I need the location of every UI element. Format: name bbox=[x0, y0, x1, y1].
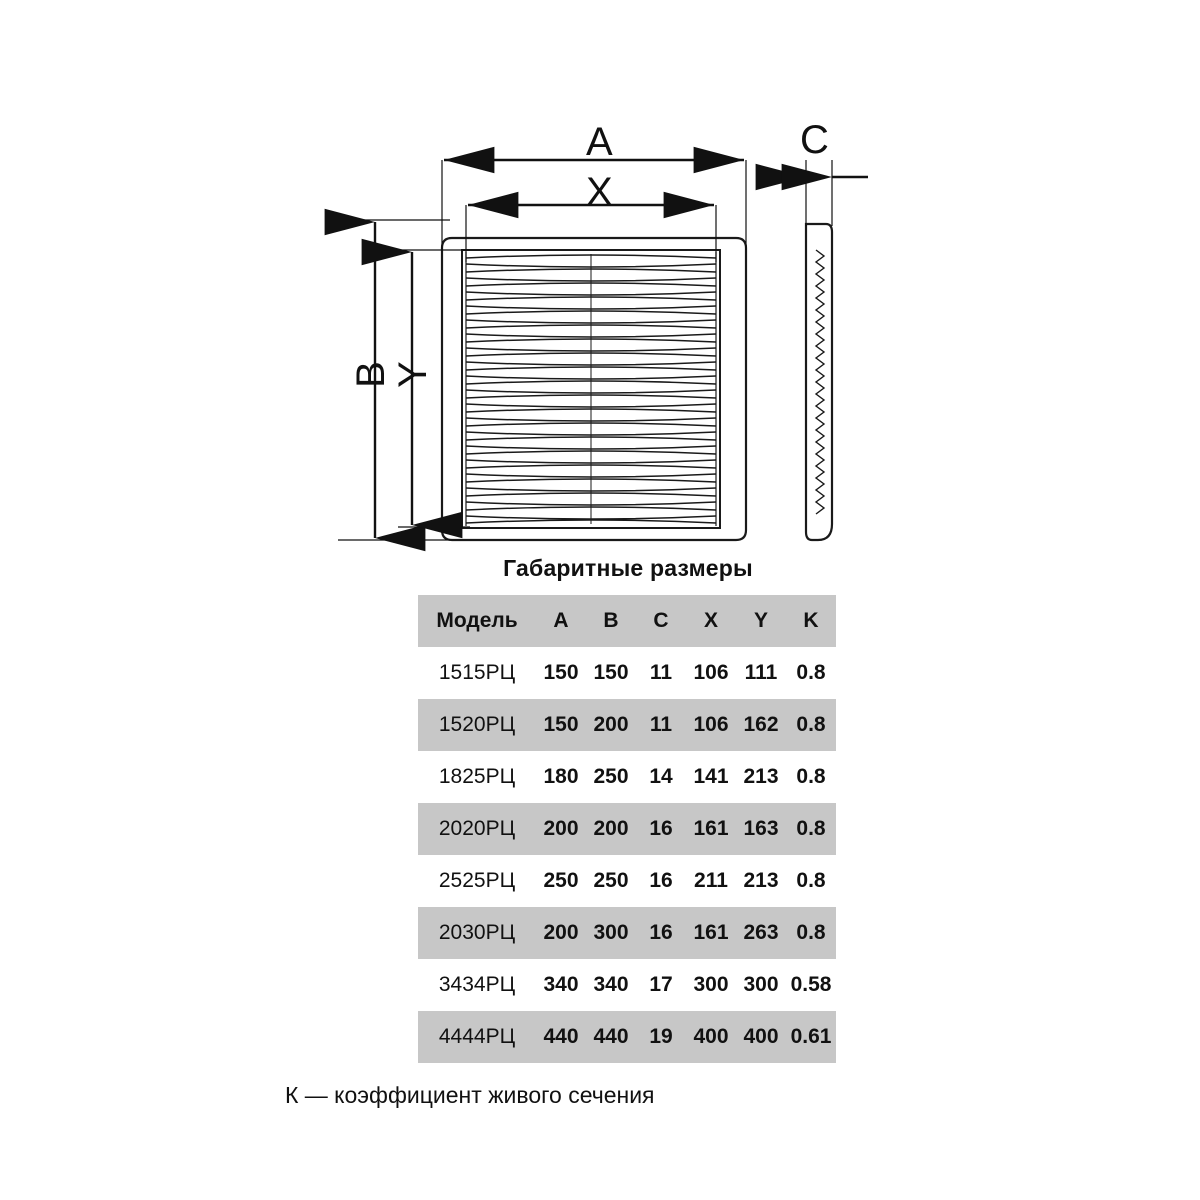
cell-model: 2525РЦ bbox=[438, 869, 516, 892]
column-header-k: K bbox=[803, 609, 819, 632]
table-footnote: К — коэффициент живого сечения bbox=[285, 1082, 655, 1108]
cell-x: 300 bbox=[693, 973, 729, 996]
cell-b: 250 bbox=[593, 869, 629, 892]
cell-x: 106 bbox=[693, 713, 729, 736]
cell-a: 150 bbox=[543, 661, 579, 684]
cell-k: 0.8 bbox=[796, 661, 826, 684]
cell-c: 16 bbox=[649, 817, 673, 840]
dimensions-table-section bbox=[418, 555, 838, 1063]
cell-x: 141 bbox=[693, 765, 729, 788]
dimension-label-c: C bbox=[800, 118, 829, 162]
cell-b: 440 bbox=[593, 1025, 629, 1048]
cell-k: 0.8 bbox=[796, 765, 826, 788]
column-header-x: X bbox=[703, 609, 718, 632]
table-row bbox=[418, 855, 836, 907]
cell-a: 180 bbox=[543, 765, 579, 788]
cell-c: 16 bbox=[649, 869, 673, 892]
cell-c: 11 bbox=[649, 713, 673, 736]
cell-y: 213 bbox=[743, 765, 779, 788]
column-header-y: Y bbox=[753, 609, 768, 632]
cell-y: 300 bbox=[743, 973, 779, 996]
table-row bbox=[418, 699, 836, 751]
table-row bbox=[418, 959, 836, 1011]
cell-y: 111 bbox=[744, 661, 778, 684]
column-header-b: B bbox=[603, 609, 619, 632]
dimension-lines bbox=[338, 160, 868, 540]
cell-a: 200 bbox=[543, 921, 579, 944]
grille-front-view bbox=[442, 238, 746, 540]
column-header-model: Модель bbox=[436, 609, 518, 632]
cell-b: 340 bbox=[593, 973, 629, 996]
dimension-label-x: X bbox=[586, 170, 613, 214]
cell-a: 340 bbox=[543, 973, 579, 996]
table-row bbox=[418, 803, 836, 855]
grille-side-view bbox=[806, 224, 832, 540]
cell-y: 162 bbox=[743, 713, 779, 736]
cell-y: 400 bbox=[743, 1025, 779, 1048]
cell-y: 263 bbox=[743, 921, 779, 944]
cell-c: 19 bbox=[649, 1025, 673, 1048]
cell-c: 16 bbox=[649, 921, 673, 944]
cell-k: 0.8 bbox=[796, 869, 826, 892]
dimensions-table bbox=[418, 595, 836, 1063]
cell-k: 0.8 bbox=[796, 921, 826, 944]
cell-b: 200 bbox=[593, 817, 629, 840]
cell-c: 11 bbox=[649, 661, 673, 684]
cell-k: 0.61 bbox=[790, 1025, 832, 1048]
cell-model: 3434РЦ bbox=[438, 973, 516, 996]
cell-c: 17 bbox=[649, 973, 673, 996]
column-header-c: C bbox=[653, 609, 669, 632]
cell-model: 1515РЦ bbox=[438, 661, 516, 684]
column-header-a: A bbox=[553, 609, 569, 632]
dimension-label-y: Y bbox=[390, 361, 435, 388]
table-row bbox=[418, 647, 836, 699]
cell-k: 0.8 bbox=[796, 713, 826, 736]
cell-y: 213 bbox=[743, 869, 779, 892]
cell-model: 4444РЦ bbox=[438, 1025, 516, 1048]
cell-b: 300 bbox=[593, 921, 629, 944]
cell-x: 161 bbox=[693, 921, 729, 944]
cell-model: 2020РЦ bbox=[438, 817, 516, 840]
cell-x: 161 bbox=[693, 817, 729, 840]
table-title: Габаритные размеры bbox=[503, 555, 753, 581]
dimension-label-a: A bbox=[586, 120, 613, 164]
cell-x: 400 bbox=[693, 1025, 729, 1048]
cell-model: 1825РЦ bbox=[438, 765, 516, 788]
table-row bbox=[418, 1011, 836, 1063]
cell-b: 150 bbox=[593, 661, 629, 684]
cell-k: 0.8 bbox=[796, 817, 826, 840]
cell-x: 106 bbox=[693, 661, 729, 684]
cell-b: 250 bbox=[593, 765, 629, 788]
cell-model: 2030РЦ bbox=[438, 921, 516, 944]
table-row bbox=[418, 907, 836, 959]
cell-model: 1520РЦ bbox=[438, 713, 516, 736]
table-header-row bbox=[418, 595, 836, 647]
cell-a: 150 bbox=[543, 713, 579, 736]
cell-a: 440 bbox=[543, 1025, 579, 1048]
cell-b: 200 bbox=[593, 713, 629, 736]
cell-a: 250 bbox=[543, 869, 579, 892]
table-row bbox=[418, 751, 836, 803]
cell-c: 14 bbox=[649, 765, 673, 788]
cell-a: 200 bbox=[543, 817, 579, 840]
cell-x: 211 bbox=[694, 869, 728, 892]
cell-y: 163 bbox=[743, 817, 779, 840]
dimension-label-b: B bbox=[348, 361, 393, 388]
cell-k: 0.58 bbox=[790, 973, 832, 996]
